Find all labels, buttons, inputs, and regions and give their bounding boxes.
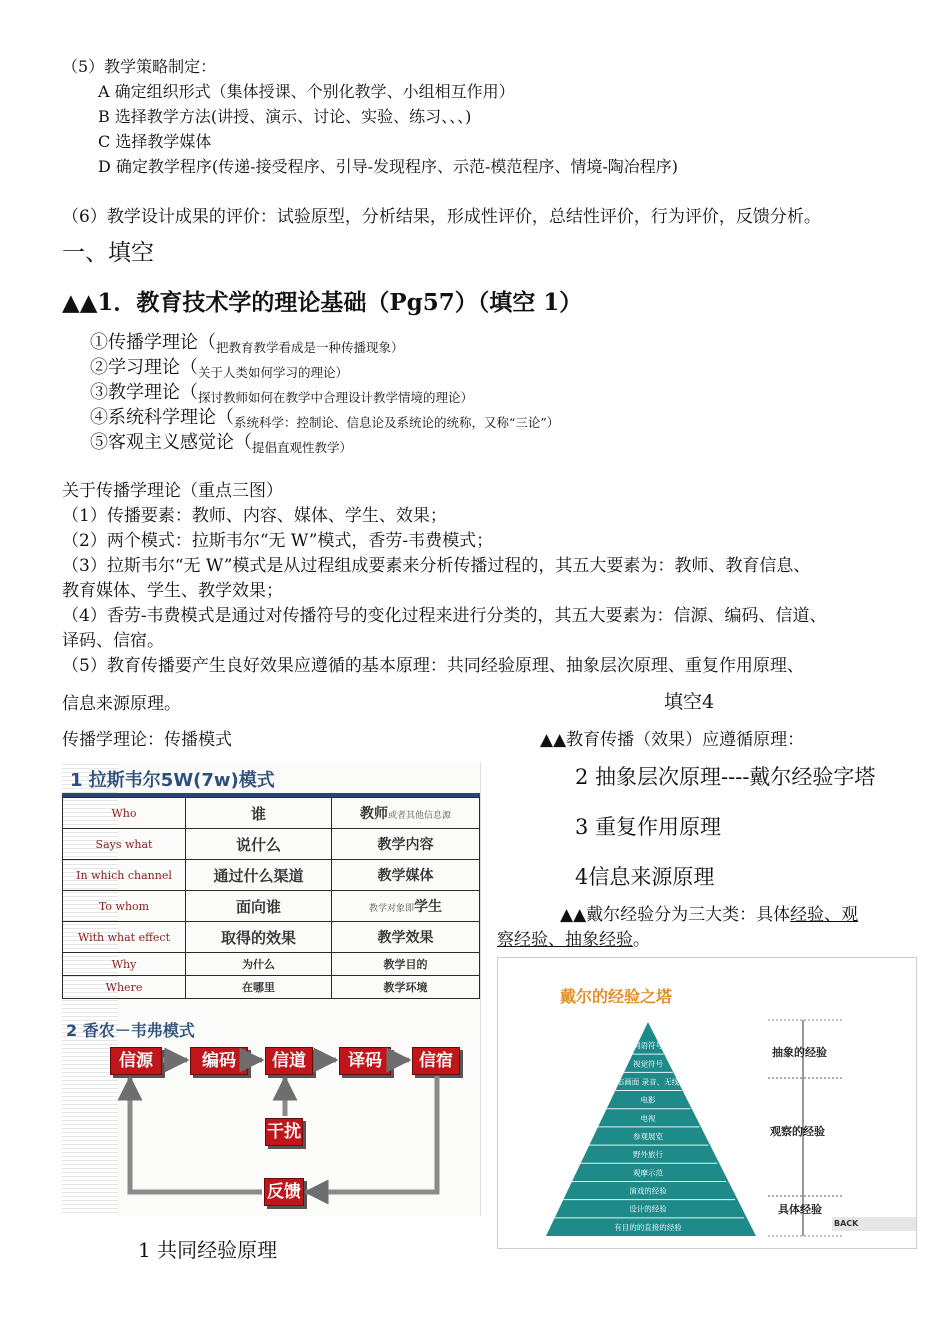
comm-line1: （1）传播要素：教师、内容、媒体、学生、效果； <box>62 506 447 526</box>
lasswell-zh: 说什么 <box>186 829 332 860</box>
group-abstract: 抽象的经验 <box>772 1046 827 1059</box>
lasswell-example-main: 教师 <box>359 806 388 822</box>
dale-intro-cont <box>497 928 650 952</box>
pyramid-level-label: 静态画面 录音、无线电 <box>609 1077 687 1087</box>
lasswell-title: 1 拉斯韦尔5W(7w)模式 <box>70 770 275 791</box>
theory-item <box>90 330 404 356</box>
theory-note: 把教育教学看成是一种传播现象） <box>216 340 404 355</box>
box-source: 信源 <box>110 1047 162 1075</box>
pyramid-level-label: 电影 <box>640 1095 656 1105</box>
group-concrete: 具体经验 <box>778 1203 822 1216</box>
pyramid-level-label: 电视 <box>640 1113 656 1123</box>
comm-line4a: （4）香劳-韦费模式是通过对传播符号的变化过程来进行分类的，其五大要素为：信源、编码、信道、 <box>62 606 827 626</box>
theory-name: ⑤客观主义感觉论（ <box>90 432 252 453</box>
dale-cone-figure <box>497 957 917 1249</box>
box-destination: 信宿 <box>412 1047 460 1075</box>
lasswell-example-main: 教学环境 <box>383 981 428 994</box>
comm-line2: （2）两个模式：拉斯韦尔“无 W”模式，香劳-韦费模式； <box>62 531 494 551</box>
pyramid-level-label: 野外旅行 <box>633 1150 663 1160</box>
lasswell-en: Who <box>63 798 186 829</box>
dale-intro-end: 。 <box>633 930 650 950</box>
lasswell-en: Where <box>63 976 186 999</box>
theory-item <box>90 355 348 381</box>
theory-item <box>90 380 473 406</box>
dale-intro-underline2: 察经验、抽象经验 <box>497 930 633 950</box>
lasswell-example-main: 教学目的 <box>383 958 428 971</box>
pyramid-level-label: 有目的的直接的经验 <box>614 1222 682 1232</box>
box-channel: 信道 <box>265 1047 313 1075</box>
lasswell-en: To whom <box>63 891 186 922</box>
pyramid-chart <box>498 958 916 1248</box>
lasswell-zh: 谁 <box>186 798 332 829</box>
pyramid-level-label: 演戏的经验 <box>629 1186 667 1196</box>
strategy-title: （5）教学策略制定： <box>62 57 217 76</box>
theory-note: 系统科学：控制论、信息论及系统论的统称，又称“三论”） <box>234 415 560 430</box>
theory-name: ④系统科学理论（ <box>90 407 234 428</box>
strategy-item-d: D 确定教学程序(传递-接受程序、引导-发现程序、示范-模范程序、情境-陶冶程序) <box>98 157 679 176</box>
theory-name: ③教学理论（ <box>90 382 198 403</box>
back-button[interactable]: BACK <box>832 1217 916 1231</box>
lasswell-zh: 取得的效果 <box>186 922 332 953</box>
dale-intro-underline1: 经验、观 <box>790 905 859 925</box>
dale-intro <box>560 903 858 927</box>
box-noise: 干扰 <box>265 1118 303 1146</box>
left-caption-top: 传播学理论：传播模式 <box>62 730 232 750</box>
comm-line5b: 信息来源原理。 <box>62 694 181 714</box>
lasswell-example-main: 教学效果 <box>377 930 434 946</box>
dale-intro-text: ▲▲戴尔经验分为三大类：具体 <box>560 905 791 925</box>
principle-2: 2 抽象层次原理----戴尔经验字塔 <box>575 765 876 789</box>
group-observe: 观察的经验 <box>770 1125 825 1138</box>
lasswell-example-main: 教学媒体 <box>377 868 434 884</box>
comm-line4b: 译码、信宿。 <box>62 631 164 651</box>
theory-name: ②学习理论（ <box>90 357 198 378</box>
box-decode: 译码 <box>339 1047 391 1075</box>
dale-title: 戴尔的经验之塔 <box>560 987 673 1006</box>
lasswell-zh: 在哪里 <box>186 976 332 999</box>
principle-3: 3 重复作用原理 <box>575 815 722 839</box>
left-caption-bottom: 1 共同经验原理 <box>138 1238 278 1262</box>
theory-name: ①传播学理论（ <box>90 332 216 353</box>
box-encode: 编码 <box>190 1047 248 1075</box>
section-heading: 一、填空 <box>62 240 154 266</box>
lasswell-zh: 面向谁 <box>186 891 332 922</box>
fill-blank-4: 填空4 <box>664 691 715 713</box>
comm-line5a: （5）教育传播要产生良好效果应遵循的基本原理：共同经验原理、抽象层次原理、重复作用原理、 <box>62 656 804 676</box>
pyramid-level-label: 参观展览 <box>633 1132 663 1141</box>
communication-models-figure <box>62 762 481 1216</box>
lasswell-en: Why <box>63 953 186 976</box>
lasswell-zh: 通过什么渠道 <box>186 860 332 891</box>
lasswell-zh: 为什么 <box>186 953 332 976</box>
theory-note: 关于人类如何学习的理论） <box>198 365 349 380</box>
lasswell-en: With what effect <box>63 922 186 953</box>
theory-note: 提倡直观性教学） <box>252 440 353 455</box>
comm-title: 关于传播学理论（重点三图） <box>62 481 283 501</box>
strategy-item-b: B 选择教学方法(讲授、演示、讨论、实验、练习、、、) <box>98 107 472 126</box>
pyramid-level-label: 词语符号 <box>633 1041 663 1051</box>
principle-title: ▲▲教育传播（效果）应遵循原理： <box>540 730 805 750</box>
theory-item <box>90 430 352 456</box>
theory-note: 探讨教师如何在教学中合理设计教学情境的理论） <box>198 390 474 405</box>
shannon-title: 2 香农－韦弗模式 <box>66 1021 195 1040</box>
box-feedback: 反馈 <box>264 1178 304 1206</box>
lasswell-example-note: 或者其他信息源 <box>387 811 451 821</box>
lasswell-en: Says what <box>63 829 186 860</box>
lasswell-example-note: 教学对象即 <box>368 904 414 914</box>
comm-line3b: 教育媒体、学生、教学效果； <box>62 581 283 601</box>
comm-line3a: （3）拉斯韦尔“无 W”模式是从过程组成要素来分析传播过程的，其五大要素为：教师、教育信息、 <box>62 556 811 576</box>
theory-item <box>90 405 559 431</box>
lasswell-example-main: 学生 <box>414 899 442 915</box>
pyramid-level-label: 视觉符号 <box>633 1059 663 1069</box>
lasswell-example-main: 教学内容 <box>377 837 434 853</box>
lasswell-en: In which channel <box>63 860 186 891</box>
theory-heading: ▲▲1．教育技术学的理论基础（Pg57）（填空 1） <box>62 289 583 316</box>
pyramid-level-label: 设计的经验 <box>629 1204 667 1214</box>
principle-4: 4信息来源原理 <box>575 865 715 889</box>
strategy-item-c: C 选择教学媒体 <box>98 132 212 151</box>
pyramid-level-label: 观摩示范 <box>633 1168 663 1178</box>
strategy-item-a: A 确定组织形式（集体授课、个别化教学、小组相互作用） <box>98 82 515 101</box>
evaluation-line: （6）教学设计成果的评价：试验原型，分析结果，形成性评价，总结性评价，行为评价，反馈分析。 <box>62 207 821 227</box>
shannon-arrows <box>62 762 480 1216</box>
